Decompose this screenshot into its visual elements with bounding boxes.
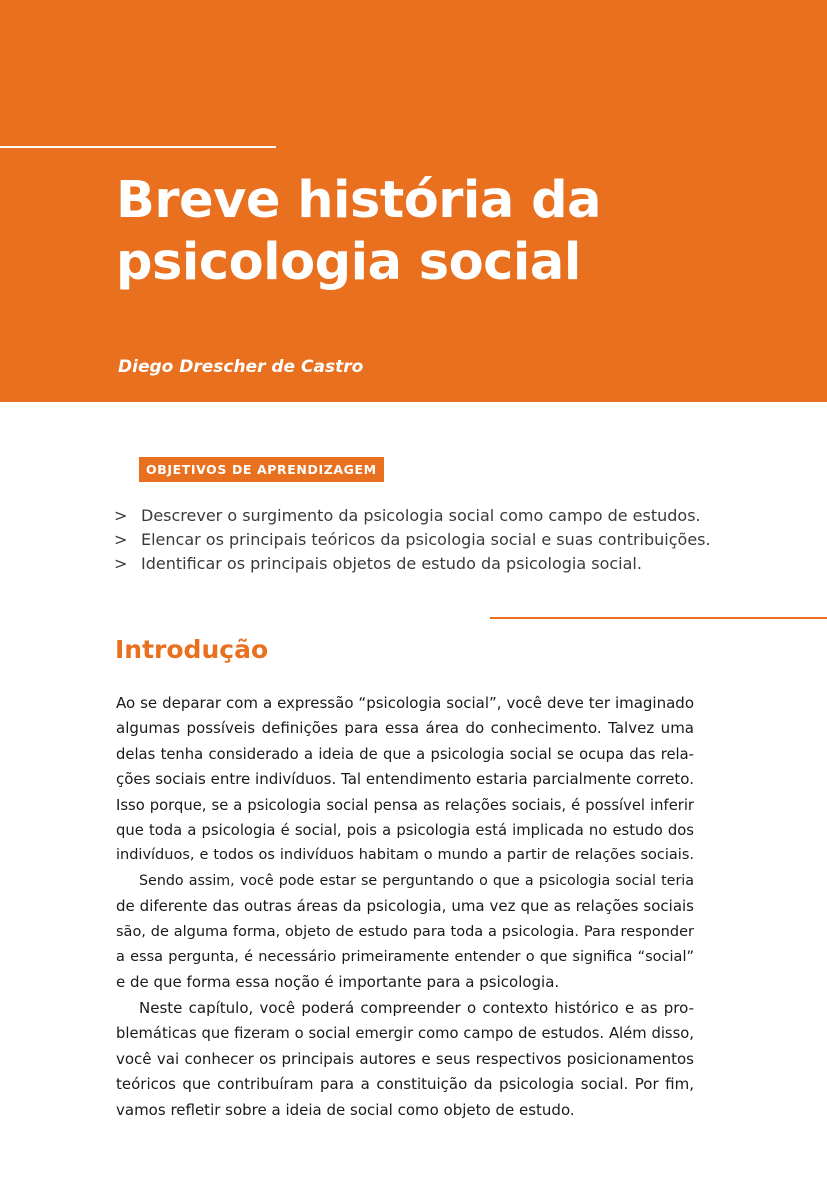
objective-text: Identificar os principais objetos de estudo da psicologia social. — [141, 554, 642, 573]
text-line: de diferente das outras áreas da psicologia, uma vez que as relações sociais — [116, 897, 694, 916]
chapter-title-line-2: psicologia social — [116, 233, 581, 292]
text-line: Sendo assim, você pode estar se perguntando o que a psicologia social teria — [139, 872, 694, 889]
objective-item — [114, 528, 794, 552]
chapter-author: Diego Drescher de Castro — [118, 357, 364, 377]
header-divider-line — [0, 146, 276, 148]
text-line: Isso porque, se a psicologia social pensa as relações sociais, é possível inferir — [116, 796, 694, 814]
objectives-list — [114, 504, 794, 576]
text-line: indivíduos, e todos os indivíduos habitam o mundo a partir de relações sociais. — [116, 847, 694, 864]
text-line: que toda a psicologia é social, pois a psicologia está implicada no estudo dos — [116, 822, 694, 840]
introduction-paragraph — [116, 691, 694, 869]
chevron-right-icon: > — [114, 530, 128, 549]
text-line: são, de alguma forma, objeto de estudo para toda a psicologia. Para responder — [116, 923, 694, 940]
text-line: blemáticas que fizeram o social emergir como campo de estudos. Além disso, — [116, 1025, 694, 1043]
introduction-paragraph — [116, 996, 694, 1123]
text-line: algumas possíveis definições para essa área do conhecimento. Talvez uma — [116, 719, 694, 738]
chapter-title — [116, 170, 776, 294]
text-line: delas tenha considerado a ideia de que a psicologia social se ocupa das rela- — [116, 745, 694, 763]
objectives-badge: OBJETIVOS DE APRENDIZAGEM — [139, 457, 384, 482]
section-divider-line — [490, 617, 827, 619]
chapter-title-line-1: Breve história da — [116, 171, 601, 230]
text-line: Neste capítulo, você poderá compreender o contexto histórico e as pro- — [139, 998, 694, 1017]
chevron-right-icon: > — [114, 554, 128, 573]
text-line: vamos refletir sobre a ideia de social como objeto de estudo. — [116, 1100, 575, 1119]
objective-text: Descrever o surgimento da psicologia social como campo de estudos. — [141, 506, 701, 525]
text-line: ções sociais entre indivíduos. Tal entendimento estaria parcialmente correto. — [116, 770, 694, 789]
text-line: Ao se deparar com a expressão “psicologia social”, você deve ter imaginado — [116, 694, 694, 712]
chevron-right-icon: > — [114, 506, 128, 525]
objective-text: Elencar os principais teóricos da psicologia social e suas contribuições. — [141, 530, 711, 549]
text-line: você vai conhecer os principais autores e seus respectivos posicionamentos — [116, 1049, 694, 1068]
introduction-body — [116, 691, 694, 1123]
text-line: a essa pergunta, é necessário primeiramente entender o que significa “social” — [116, 949, 694, 966]
objective-item — [114, 504, 794, 528]
section-heading-introduction: Introdução — [115, 635, 269, 664]
introduction-paragraph — [116, 869, 694, 996]
text-line: teóricos que contribuíram para a constituição da psicologia social. Por fim, — [116, 1075, 694, 1094]
objective-item — [114, 552, 794, 576]
text-line: e de que forma essa noção é importante para a psicologia. — [116, 973, 560, 992]
